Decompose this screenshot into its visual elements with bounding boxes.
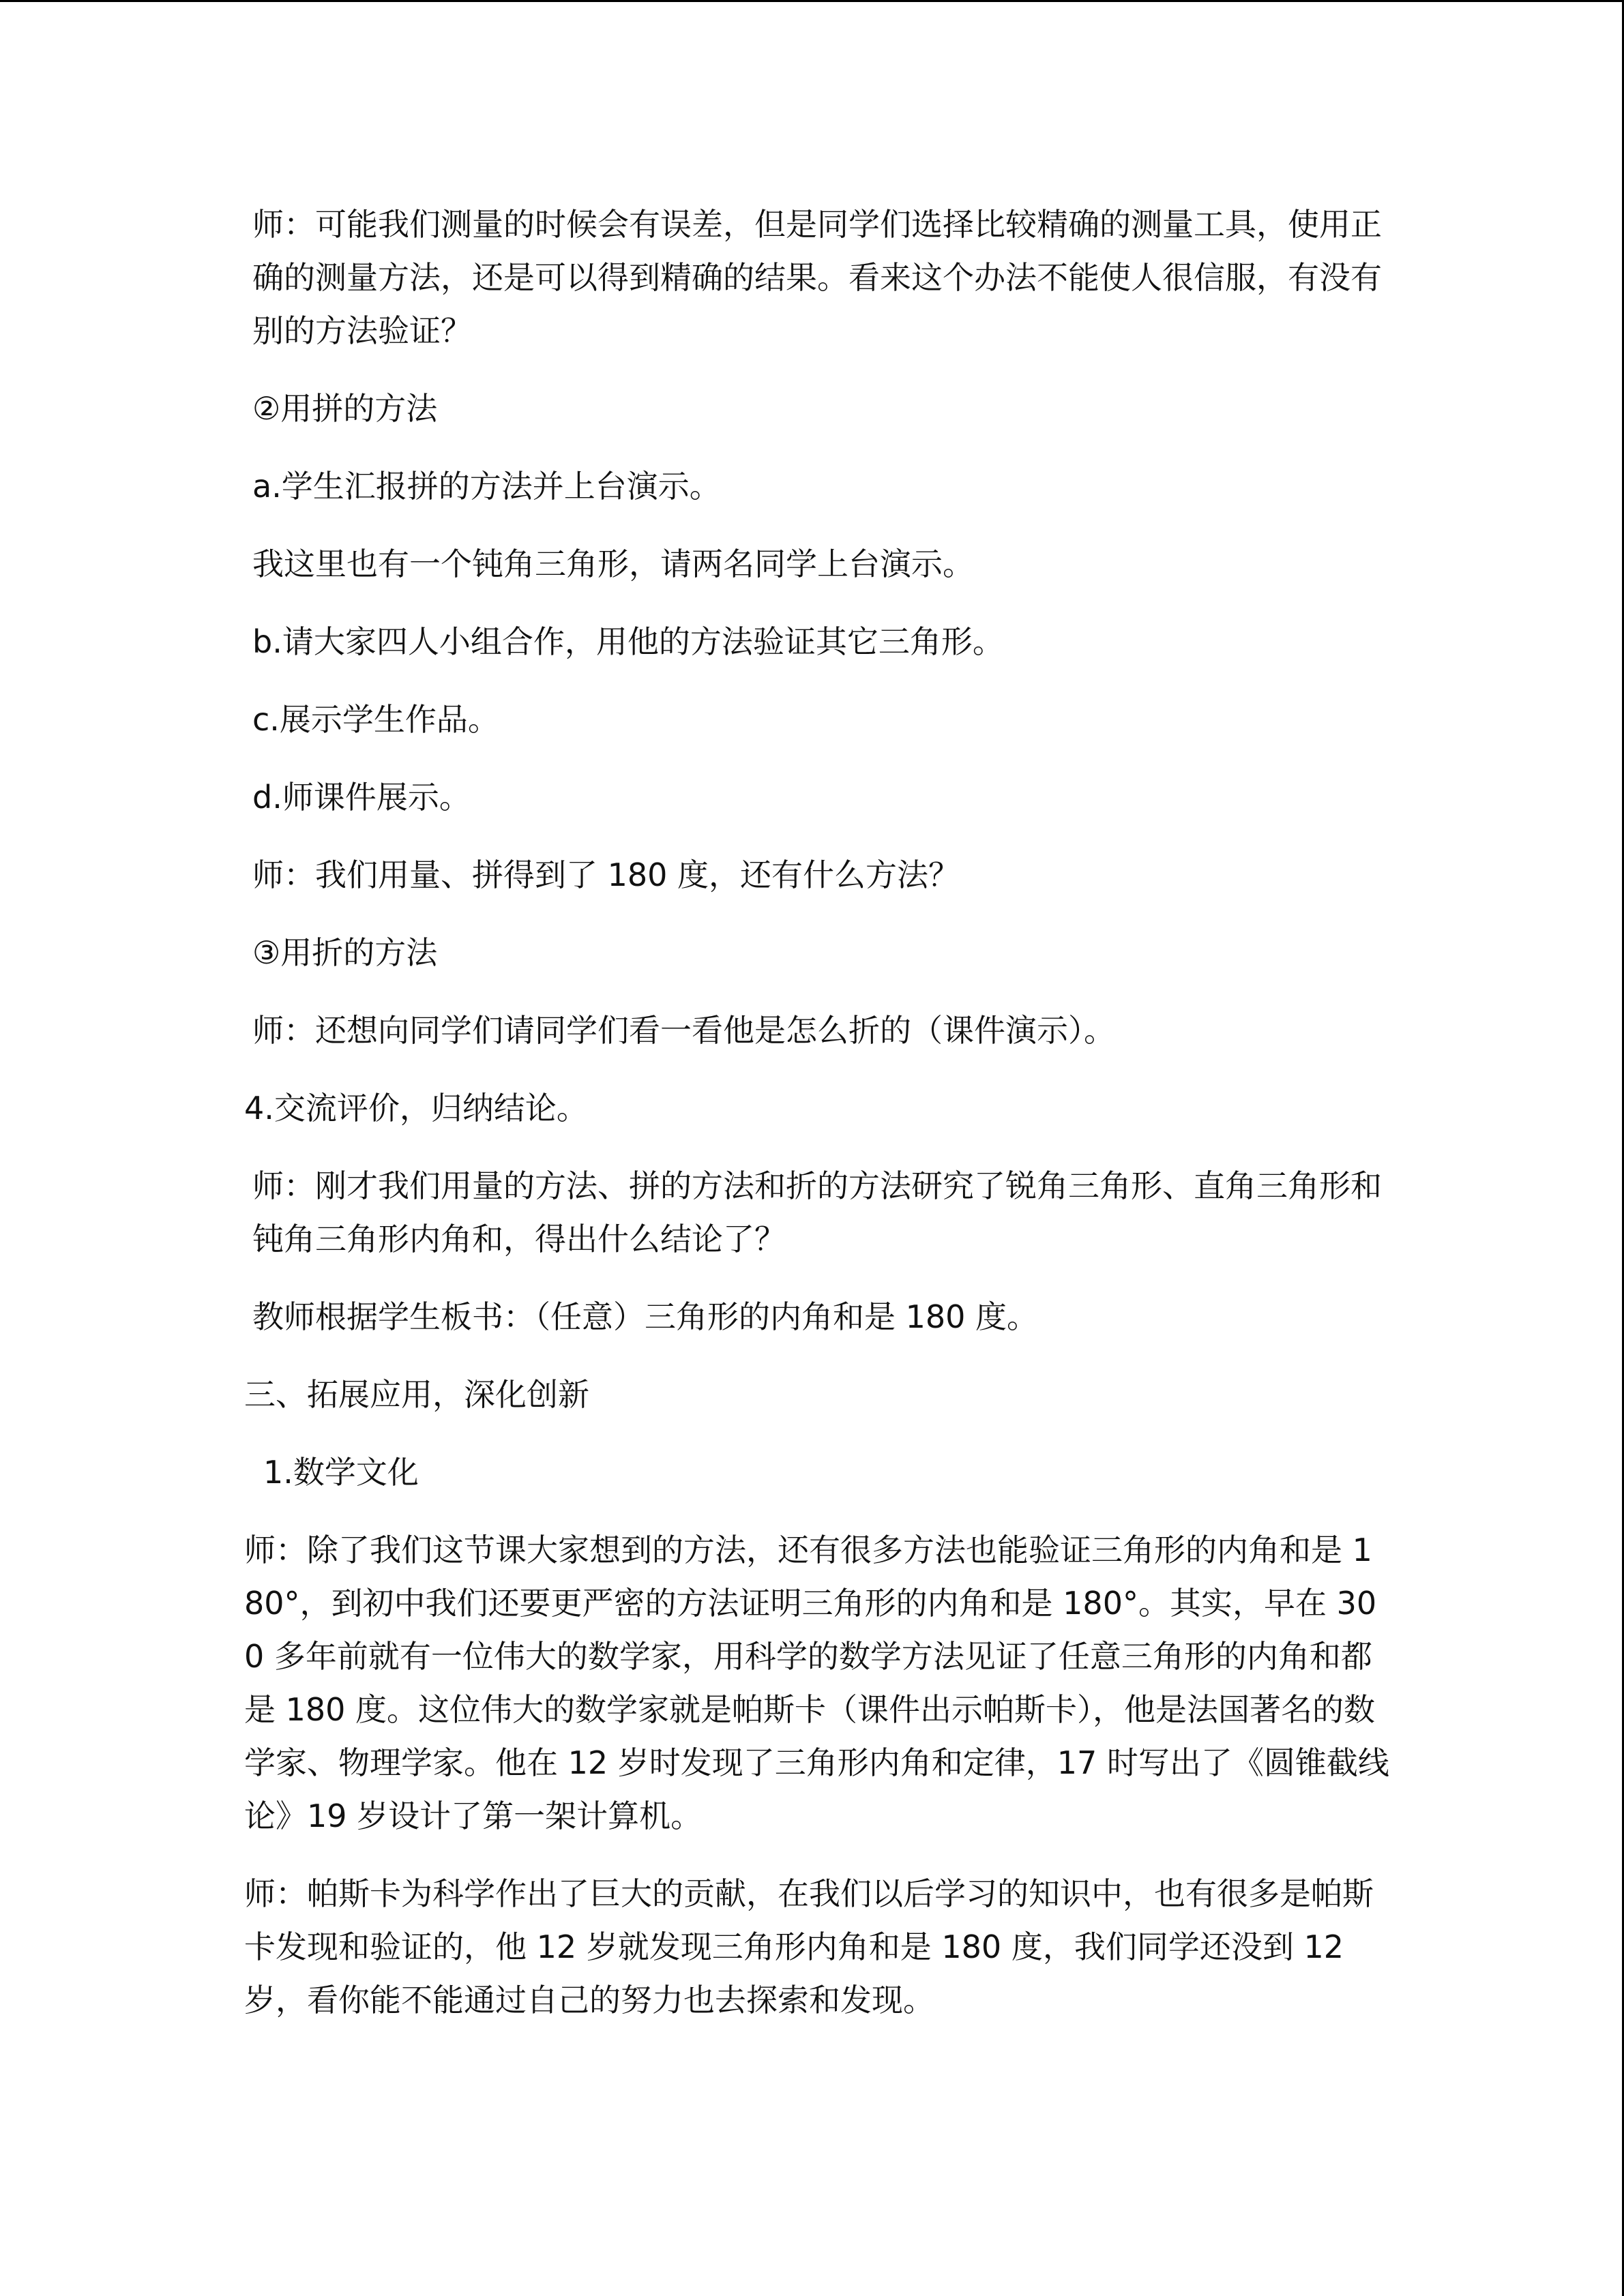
paragraph-board-writing: 教师根据学生板书：（任意）三角形的内角和是 180 度。 <box>252 1298 1039 1335</box>
paragraph-pascal-history: 师：除了我们这节课大家想到的方法，还有很多方法也能验证三角形的内角和是 180°，到初中我们还要更严密的方法证明三角形的内角和是 180°。其实，早在 300 多年前就有一位伟大的数学家，用科学的数学方法见证了任意三角形的内角和都是 180 度。这位伟大的数学家就是帕斯卡（课件出示帕斯卡），他是法国著名的数学家、物理学家。他在 12 岁时发现了三角形内角和定律，17 时写出了《圆锥截线论》19 岁设计了第一架计算机。 <box>244 1532 1389 1834</box>
step-b-group-work: b.请大家四人小组合作，用他的方法验证其它三角形。 <box>252 623 1004 660</box>
paragraph-teacher-other-methods: 师：我们用量、拼得到了 180 度，还有什么方法？ <box>252 856 960 893</box>
heading-piecing-method: ②用拼的方法 <box>252 390 438 427</box>
heading-exchange-conclusion: 4.交流评价，归纳结论。 <box>244 1090 588 1127</box>
step-c-show-works: c.展示学生作品。 <box>252 701 499 738</box>
section-heading-extension: 三、拓展应用，深化创新 <box>244 1376 589 1413</box>
step-d-courseware: d.师课件展示。 <box>252 779 471 816</box>
paragraph-obtuse-triangle-demo: 我这里也有一个钝角三角形，请两名同学上台演示。 <box>252 546 974 582</box>
step-a-student-report: a.学生汇报拼的方法并上台演示。 <box>252 468 721 505</box>
paragraph-teacher-conclusion-question: 师：刚才我们用量的方法、拼的方法和折的方法研究了锐角三角形、直角三角形和钝角三角形内角和，得出什么结论了？ <box>252 1167 1382 1257</box>
heading-folding-method: ③用折的方法 <box>252 934 438 971</box>
paragraph-teacher-folding-demo: 师：还想向同学们请同学们看一看他是怎么折的（课件演示）。 <box>252 1012 1115 1049</box>
paragraph-pascal-contribution: 师：帕斯卡为科学作出了巨大的贡献，在我们以后学习的知识中，也有很多是帕斯卡发现和验证的，他 12 岁就发现三角形内角和是 180 度，我们同学还没到 12 岁，看你能不能通过自己的努力也去探索和发现。 <box>244 1875 1374 2018</box>
subheading-math-culture: 1.数学文化 <box>263 1454 419 1491</box>
page-top-border <box>0 0 1624 2</box>
paragraph-teacher-measurement-error: 师：可能我们测量的时候会有误差，但是同学们选择比较精确的测量工具，使用正确的测量方法，还是可以得到精确的结果。看来这个办法不能使人很信服，有没有别的方法验证？ <box>252 206 1382 349</box>
document-body <box>244 198 1390 2051</box>
